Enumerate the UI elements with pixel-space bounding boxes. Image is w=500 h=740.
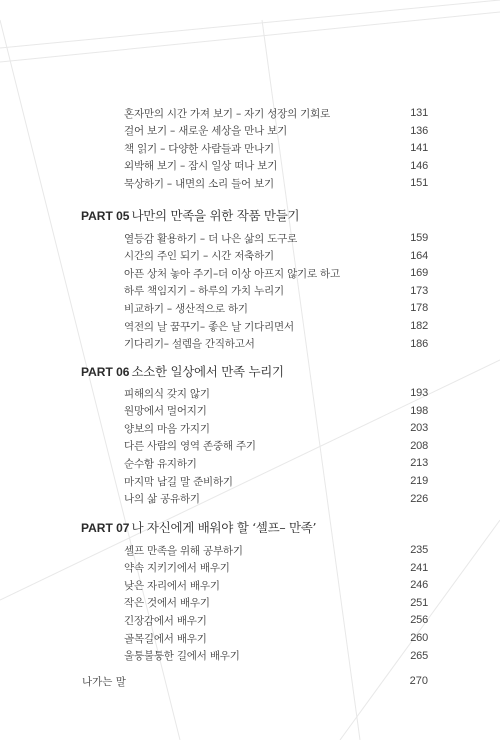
toc-entry[interactable] (124, 560, 428, 576)
toc-entry-page: 246 (410, 579, 428, 592)
toc-entry-page: 219 (410, 475, 428, 487)
toc-entry-page: 193 (410, 387, 428, 399)
toc-entry-page: 136 (410, 124, 428, 137)
toc-entry-title: 혼자만의 시간 가져 보기 – 자기 성장의 기회로 (124, 107, 330, 120)
toc-entry[interactable] (124, 420, 428, 436)
toc-entry-page: 251 (410, 596, 428, 609)
toc-entry[interactable] (124, 491, 428, 507)
toc-entry-title: 작은 것에서 배우기 (124, 597, 210, 610)
toc-entry-page: 169 (410, 267, 428, 280)
toc-entry[interactable] (124, 473, 428, 489)
toc-entry-page: 151 (410, 177, 428, 190)
toc-entry-title: 울퉁불퉁한 길에서 배우기 (124, 650, 240, 663)
toc-entry-page: 182 (410, 320, 428, 332)
toc-entry-title: 아픈 상처 놓아 주기–더 이상 아프지 않기로 하고 (124, 267, 340, 280)
toc-entry-page: 265 (410, 649, 428, 662)
toc-entry-page: 159 (410, 232, 428, 244)
part-heading (81, 362, 284, 382)
toc-entry[interactable] (124, 336, 428, 352)
part-label: PART 07 (81, 521, 130, 535)
toc-entry-title: 시간의 주인 되기 – 시간 저축하기 (124, 250, 274, 263)
part-label: PART 06 (81, 365, 130, 379)
toc-entry-title: 걸어 보기 – 새로운 세상을 만나 보기 (124, 125, 288, 138)
toc-entry[interactable] (124, 385, 428, 401)
toc-entry-page: 164 (410, 249, 428, 262)
toc-entry-title: 기다리기– 설렘을 간직하고서 (124, 338, 255, 351)
toc-entry[interactable] (124, 158, 428, 174)
toc-entry-page: 131 (410, 107, 428, 119)
part-heading (81, 518, 316, 538)
toc-entry-page: 141 (410, 142, 428, 155)
toc-entry[interactable] (124, 630, 428, 646)
toc-entry[interactable] (124, 577, 428, 593)
toc-entry-title: 원망에서 멀어지기 (124, 405, 207, 418)
toc-entry[interactable] (124, 248, 428, 264)
toc-entry-title: 골목길에서 배우기 (124, 632, 207, 645)
toc-entry-title: 하루 책임지기 – 하루의 가치 누리기 (124, 285, 284, 298)
toc-entry[interactable] (124, 438, 428, 454)
part-title: 나만의 만족을 위한 작품 만들기 (131, 208, 300, 223)
toc-entry[interactable] (124, 455, 428, 471)
toc-entry-page: 208 (410, 439, 428, 452)
toc-entry[interactable] (124, 542, 428, 558)
closing-page: 270 (409, 675, 428, 687)
toc-entry-title: 역전의 날 꿈꾸기– 좋은 날 기다리면서 (124, 320, 294, 333)
toc-entry-page: 241 (410, 561, 428, 574)
toc-entry-title: 긴장감에서 배우기 (124, 614, 207, 627)
toc-entry[interactable] (124, 595, 428, 611)
toc-entry-title: 마지막 남길 말 준비하기 (124, 475, 233, 488)
toc-entry-title: 낮은 자리에서 배우기 (124, 579, 220, 592)
toc-entry-title: 비교하기 – 생산적으로 하기 (124, 302, 248, 315)
toc-entry-title: 책 읽기 – 다양한 사람들과 만나기 (124, 142, 274, 155)
toc-entry[interactable] (124, 265, 428, 281)
toc-entry-page: 186 (410, 337, 428, 350)
toc-entry[interactable] (124, 175, 428, 191)
toc-entry-page: 203 (410, 422, 428, 435)
toc-entry-page: 146 (410, 159, 428, 172)
part-label: PART 05 (81, 209, 130, 223)
toc-entry[interactable] (124, 648, 428, 664)
toc-entry[interactable] (124, 300, 428, 316)
toc-entry-title: 약속 지키기에서 배우기 (124, 562, 230, 575)
part-title: 나 자신에게 배워야 할 ‘셀프– 만족’ (131, 520, 317, 535)
part-title: 소소한 일상에서 만족 누리기 (131, 364, 284, 379)
toc-entry-page: 178 (410, 302, 428, 315)
toc-entry[interactable] (124, 318, 428, 334)
toc-entry-title: 셀프 만족을 위해 공부하기 (124, 544, 243, 557)
toc-entry-title: 나의 삶 공유하기 (124, 493, 200, 506)
toc-entry[interactable] (124, 230, 428, 246)
closing-entry[interactable] (82, 673, 428, 689)
toc-entry-page: 256 (410, 614, 428, 627)
toc-entry-page: 235 (410, 544, 428, 556)
toc-entry[interactable] (124, 123, 428, 139)
closing-title: 나가는 말 (82, 675, 126, 688)
toc-entry[interactable] (124, 403, 428, 419)
toc-entry[interactable] (124, 612, 428, 628)
toc-entry-page: 213 (410, 457, 428, 470)
toc-entry-page: 198 (410, 404, 428, 417)
toc-entry-title: 묵상하기 – 내면의 소리 들어 보기 (124, 177, 274, 190)
toc-entry-title: 순수함 유지하기 (124, 457, 197, 470)
toc-entry-title: 피해의식 갖지 않기 (124, 387, 210, 400)
toc-entry-title: 다른 사람의 영역 존중해 주기 (124, 440, 256, 453)
toc-entry[interactable] (124, 283, 428, 299)
toc-entry-title: 열등감 활용하기 – 더 나은 삶의 도구로 (124, 232, 298, 245)
toc-entry[interactable] (124, 105, 428, 121)
toc-entry-title: 외박해 보기 – 잠시 일상 떠나 보기 (124, 160, 278, 173)
toc-entry[interactable] (124, 140, 428, 156)
toc-entry-page: 260 (410, 632, 428, 644)
toc-entry-title: 양보의 마음 가지기 (124, 422, 210, 435)
toc-entry-page: 173 (410, 284, 428, 297)
toc-entry-page: 226 (410, 492, 428, 505)
part-heading (81, 206, 299, 226)
